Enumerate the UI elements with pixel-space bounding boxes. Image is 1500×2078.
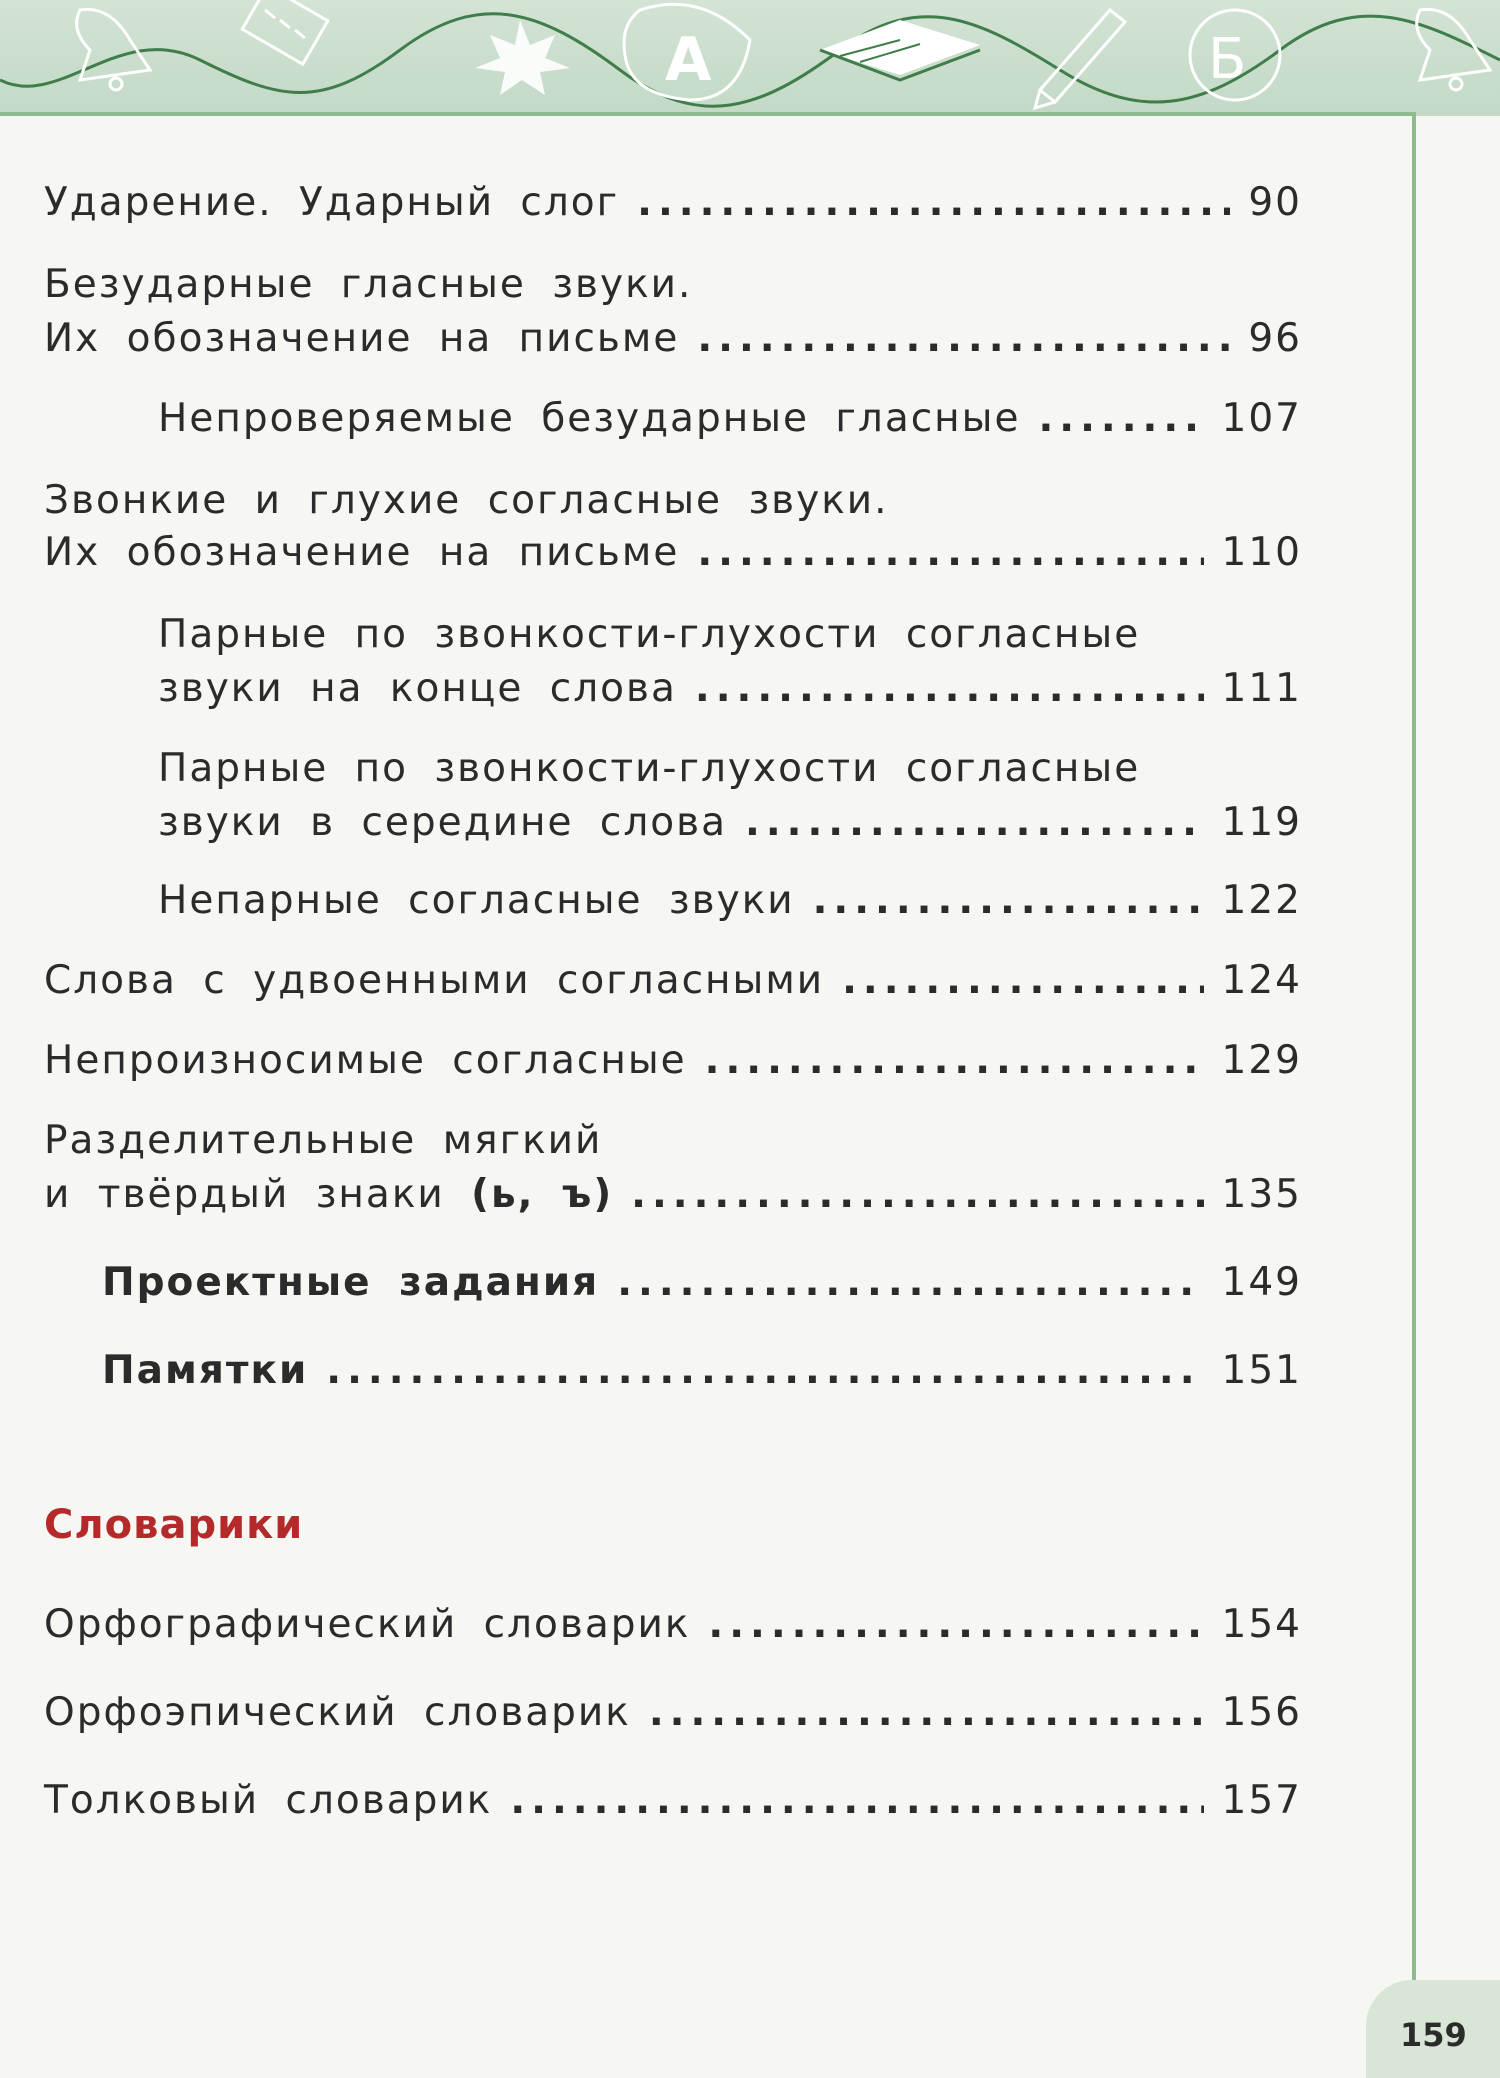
toc-entry-title-bold: (ь, ъ) (471, 1172, 614, 1217)
toc-entry-page: 110 (1221, 530, 1302, 575)
toc-leader-dots (326, 1344, 1203, 1398)
toc-entry (44, 1168, 1302, 1222)
toc-entry-page: 154 (1221, 1602, 1302, 1647)
toc-entry-page: 151 (1221, 1348, 1302, 1393)
toc-entry-title (44, 1168, 613, 1222)
letter-a-icon (624, 4, 750, 100)
frame-right-border (1412, 112, 1416, 2078)
toc-leader-dots (697, 312, 1230, 366)
toc-entry-lead: Разделительные мягкий (44, 1118, 603, 1163)
svg-text:Б: Б (1208, 27, 1247, 92)
toc-entry (44, 312, 1302, 366)
toc-entry-page: 156 (1221, 1690, 1302, 1735)
toc-entry (102, 1344, 1302, 1398)
toc-leader-dots (510, 1774, 1203, 1828)
toc-entry (158, 796, 1302, 850)
toc-entry (44, 1774, 1302, 1828)
toc-leader-dots (617, 1256, 1203, 1310)
toc-entry-page: 149 (1221, 1260, 1302, 1305)
toc-entry (44, 1686, 1302, 1740)
toc-entry-title: Их обозначение на письме (44, 316, 680, 361)
page-number: 159 (1400, 2016, 1467, 2054)
toc-entry-title: Проектные задания (102, 1260, 600, 1305)
toc-entry-lead: Парные по звонкости-глухости согласные (158, 612, 1141, 657)
toc-leader-dots (745, 796, 1204, 850)
maple-leaf-icon (475, 20, 570, 95)
toc-leader-dots (631, 1168, 1203, 1222)
toc-entry-page: 107 (1221, 396, 1302, 441)
toc-entry (102, 1256, 1302, 1310)
toc-entry (158, 874, 1302, 928)
toc-leader-dots (705, 1034, 1204, 1088)
toc-entry-page: 157 (1221, 1778, 1302, 1823)
toc-entry-title: Непарные согласные звуки (158, 878, 795, 923)
toc-leader-dots (1038, 392, 1203, 446)
toc-entry-page: 129 (1221, 1038, 1302, 1083)
toc-entry-page: 90 (1248, 180, 1302, 225)
toc-entry-page: 119 (1221, 800, 1302, 845)
toc-entry-lead: Звонкие и глухие согласные звуки. (44, 478, 889, 523)
toc-entry-title: Ударение. Ударный слог (44, 180, 620, 225)
toc-entry-lead: Парные по звонкости-глухости согласные (158, 746, 1141, 791)
toc-leader-dots (842, 954, 1203, 1008)
toc-entry-title: Орфоэпический словарик (44, 1690, 631, 1735)
frame-top-border (0, 112, 1416, 116)
svg-text:А: А (665, 25, 712, 95)
toc-entry (44, 1598, 1302, 1652)
toc-entry-title: Памятки (102, 1348, 309, 1393)
toc-entry (44, 526, 1302, 580)
toc-entry-title: звуки в середине слова (158, 800, 727, 845)
book-icon (820, 20, 980, 80)
toc-entry-title: Их обозначение на письме (44, 530, 680, 575)
toc-leader-dots (649, 1686, 1204, 1740)
toc-entry (44, 1034, 1302, 1088)
section-heading: Словарики (44, 1502, 304, 1548)
toc-entry-page: 124 (1221, 958, 1302, 1003)
toc-entry-title: Непроверяемые безударные гласные (158, 396, 1021, 441)
toc-entry-page: 122 (1221, 878, 1302, 923)
toc-entry-title: Непроизносимые согласные (44, 1038, 687, 1083)
toc-entry-title: Слова с удвоенными согласными (44, 958, 825, 1003)
letter-b-icon (1190, 10, 1280, 100)
toc-entry-lead: Безударные гласные звуки. (44, 262, 693, 307)
toc-entry (44, 954, 1302, 1008)
decorative-banner (0, 0, 1500, 116)
toc-entry-title: Толковый словарик (44, 1778, 493, 1823)
toc-entry-title: звуки на конце слова (158, 666, 677, 711)
toc-leader-dots (697, 526, 1203, 580)
toc-entry (158, 392, 1302, 446)
toc-entry (158, 662, 1302, 716)
toc-leader-dots (813, 874, 1204, 928)
ruler-icon (242, 0, 328, 64)
toc-entry-title-text: и твёрдый знаки (44, 1172, 445, 1217)
toc-entry-page: 111 (1221, 666, 1302, 711)
toc-entry-page: 96 (1248, 316, 1302, 361)
toc-leader-dots (695, 662, 1204, 716)
toc-leader-dots (637, 176, 1230, 230)
toc-leader-dots (708, 1598, 1203, 1652)
toc-entry-page: 135 (1221, 1172, 1302, 1217)
toc-entry-title: Орфографический словарик (44, 1602, 691, 1647)
toc-entry (44, 176, 1302, 230)
